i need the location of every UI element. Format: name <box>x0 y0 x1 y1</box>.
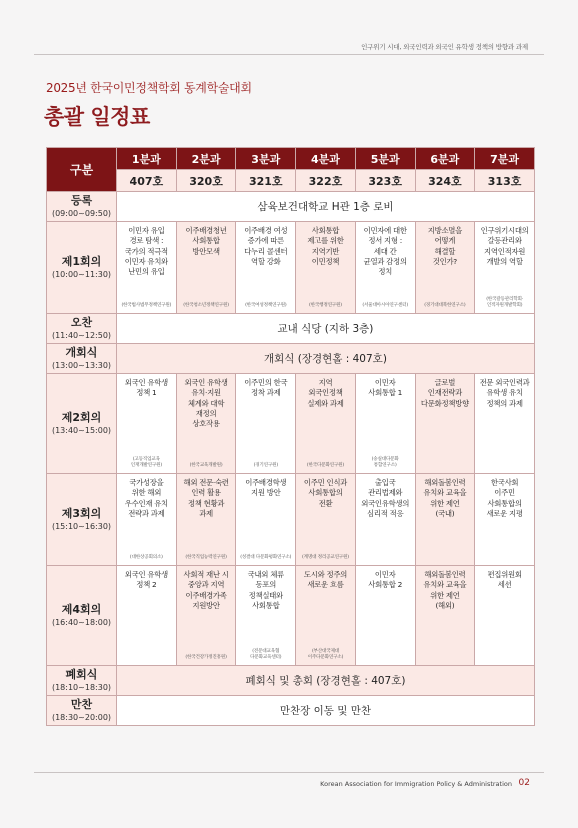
session-cell <box>415 566 475 666</box>
session-title: 외국인 유학생 유치·지원 체계와 대학 재정의 상호작용 <box>184 378 228 429</box>
closing-name: 폐회식 <box>65 668 98 681</box>
session-organizer: (한국직업능력연구원) <box>185 554 227 560</box>
room-header: 322호 <box>296 170 356 192</box>
session-cell <box>415 374 475 474</box>
meeting3-label <box>47 474 117 566</box>
registration-name: 등록 <box>70 194 93 207</box>
session-header: 1분과 <box>117 148 177 170</box>
meeting1-name: 제1회의 <box>61 255 102 268</box>
session-title: 지역 외국인정책 실제와 과제 <box>307 378 344 408</box>
header-row-rooms <box>47 170 535 192</box>
meeting4-label <box>47 566 117 666</box>
session-cell <box>475 222 535 314</box>
session-cell <box>236 222 296 314</box>
room-header: 407호 <box>117 170 177 192</box>
footer-divider <box>34 772 544 773</box>
session-title: 이주배경청년 사회통합 방안모색 <box>185 226 227 256</box>
meeting1-time: (10:00~11:30) <box>51 270 112 279</box>
session-cell <box>236 374 296 474</box>
session-cell <box>176 222 236 314</box>
session-organizer: (계명대 정리공교연구원) <box>302 554 349 560</box>
session-organizer: (숭실대다문화 통합연구소) <box>371 456 399 468</box>
dinner-time: (18:30~20:00) <box>51 713 112 722</box>
header-row-sessions <box>47 148 535 170</box>
session-organizer: (전문대교육협 다문화교육센터) <box>250 648 282 660</box>
meeting3-row <box>47 474 535 566</box>
session-title: 해외돌봄인력 유치와 교육을 위한 제언 (국내) <box>423 478 467 518</box>
meeting1-row <box>47 222 535 314</box>
session-title: 한국사회 이주민 사회통합의 새로운 지평 <box>486 478 523 518</box>
session-cell <box>176 374 236 474</box>
registration-time: (09:00~09:50) <box>51 209 112 218</box>
dinner-content: 만찬장 이동 및 만찬 <box>117 696 535 726</box>
footer-text: Korean Association for Immigration Policy & Administration <box>320 780 512 788</box>
session-header: 6분과 <box>415 148 475 170</box>
opening-label <box>47 344 117 374</box>
session-cell <box>236 474 296 566</box>
session-title: 국가성장을 위한 해외 우수인재 유치 전략과 과제 <box>124 478 168 518</box>
session-title: 사회통합 제고를 위한 지역기반 이민정책 <box>307 226 344 266</box>
meeting4-name: 제4회의 <box>61 603 102 616</box>
session-organizer: (한국청소년정책연구원) <box>183 302 229 308</box>
session-title: 이주배경 여성 증가에 따른 다누리 콜센터 역할 강화 <box>244 226 288 266</box>
session-title: 이주민 인식과 사회통합의 전환 <box>303 478 347 508</box>
meeting2-time: (13:40~15:00) <box>51 426 112 435</box>
session-cell <box>355 222 415 314</box>
session-organizer: (한국갈등관리학회· 인적자원개발학회) <box>486 296 523 308</box>
session-title: 전문 외국인력과 유학생 유치 정책의 과제 <box>479 378 530 408</box>
session-cell <box>117 474 177 566</box>
session-organizer: (한국법사법무정책연구원) <box>121 302 172 308</box>
session-header: 4분과 <box>296 148 356 170</box>
lunch-name: 오찬 <box>70 316 93 329</box>
session-title: 인구위기시대의 갈등관리와 지역인적자원 개발의 역할 <box>480 226 529 266</box>
session-cell <box>117 374 177 474</box>
meeting4-time: (16:40~18:00) <box>51 618 112 627</box>
session-organizer: (부산대국제대 이주다문화연구소) <box>307 648 344 660</box>
page-title: 총괄 일정표 <box>44 105 150 129</box>
header-divider <box>34 54 544 55</box>
page-number: 02 <box>518 778 530 788</box>
session-cell <box>117 222 177 314</box>
session-title: 해외 전문·숙련 인력 활용 정책 현황과 과제 <box>183 478 229 518</box>
session-cell <box>296 374 356 474</box>
session-cell <box>475 374 535 474</box>
session-header: 3분과 <box>236 148 296 170</box>
session-title: 사회적 재난 시 중앙과 지역 이주배경가족 지원방안 <box>183 570 229 610</box>
lunch-label <box>47 314 117 344</box>
session-organizer: (한국건강가정진흥원) <box>185 654 227 660</box>
session-cell <box>296 474 356 566</box>
session-header: 5분과 <box>355 148 415 170</box>
registration-row <box>47 192 535 222</box>
session-cell <box>236 566 296 666</box>
registration-content: 삼육보건대학교 H관 1층 로비 <box>117 192 535 222</box>
session-title: 편집위원회 세션 <box>487 570 522 590</box>
session-cell <box>355 474 415 566</box>
lunch-time: (11:40~12:50) <box>51 331 112 340</box>
session-organizer: (한국행정연구원) <box>309 302 342 308</box>
session-title: 글로벌 인재전략과 다문화정책방향 <box>420 378 469 408</box>
session-cell <box>117 566 177 666</box>
session-title: 도시와 정주의 새로운 흐름 <box>303 570 347 590</box>
lunch-row <box>47 314 535 344</box>
opening-row <box>47 344 535 374</box>
session-cell <box>296 222 356 314</box>
session-title: 해외돌봄인력 유치와 교육을 위한 제언 (해외) <box>423 570 467 610</box>
meeting2-name: 제2회의 <box>61 411 102 424</box>
session-cell <box>176 566 236 666</box>
session-cell <box>475 566 535 666</box>
session-title: 이민자 유입 경로 탐색 : 국가의 적극적 이민자 유치와 난민의 유입 <box>124 226 168 277</box>
dinner-row <box>47 696 535 726</box>
session-title: 외국인 유학생 정책 2 <box>124 570 168 590</box>
room-header: 313호 <box>475 170 535 192</box>
session-cell <box>355 374 415 474</box>
dinner-label <box>47 696 117 726</box>
session-header: 2분과 <box>176 148 236 170</box>
session-organizer: (성결대 다문화평화연구소) <box>240 554 292 560</box>
session-organizer: (대한상공회의소) <box>129 554 163 560</box>
opening-name: 개회식 <box>65 346 98 359</box>
session-title: 출입국 관리법제와 외국인유학생의 심리적 적응 <box>361 478 410 518</box>
meeting3-time: (15:10~16:30) <box>51 522 112 531</box>
room-header: 321호 <box>236 170 296 192</box>
registration-label <box>47 192 117 222</box>
session-organizer: (서울대아시아연구센터) <box>362 302 408 308</box>
session-cell <box>415 474 475 566</box>
meeting3-name: 제3회의 <box>61 507 102 520</box>
closing-time: (18:10~18:30) <box>51 683 112 692</box>
lunch-content: 교내 식당 (지하 3층) <box>117 314 535 344</box>
session-title: 이주민의 한국 정착 과제 <box>244 378 288 398</box>
room-header: 324호 <box>415 170 475 192</box>
room-header: 320호 <box>176 170 236 192</box>
meeting1-label <box>47 222 117 314</box>
session-header: 7분과 <box>475 148 535 170</box>
session-organizer: (경기연구원) <box>253 462 278 468</box>
dinner-name: 만찬 <box>70 698 93 711</box>
session-organizer: (경기대대북한연구소) <box>424 302 466 308</box>
session-title: 외국인 유학생 정책 1 <box>124 378 168 398</box>
opening-time: (13:00~13:30) <box>51 361 112 370</box>
session-cell <box>296 566 356 666</box>
session-cell <box>475 474 535 566</box>
session-title: 이주배경학생 지원 방안 <box>245 478 287 498</box>
session-title: 국내외 체류 동포의 정책실태와 사회통합 <box>247 570 284 610</box>
closing-row <box>47 666 535 696</box>
page-subtitle: 2025년 한국이민정책학회 동계학술대회 <box>46 81 252 95</box>
session-organizer: (한국교육개발원) <box>189 462 223 468</box>
corner-label: 구분 <box>47 148 117 192</box>
session-cell <box>176 474 236 566</box>
session-organizer: (고등직업교육 인재개발연구원) <box>130 456 162 468</box>
session-title: 이민자 사회통합 1 <box>368 378 403 398</box>
closing-content: 폐회식 및 총회 (장경현홀 : 407호) <box>117 666 535 696</box>
session-organizer: (한국여성정책연구원) <box>245 302 287 308</box>
session-title: 이민자 사회통합 2 <box>368 570 403 590</box>
meeting2-row <box>47 374 535 474</box>
session-cell <box>415 222 475 314</box>
closing-label <box>47 666 117 696</box>
schedule-table <box>46 147 535 726</box>
session-organizer: (한국다문화연구원) <box>306 462 344 468</box>
running-header: 인구위기 시대, 외국인력과 외국인 유학생 정책의 방향과 과제 <box>361 43 528 51</box>
meeting4-row <box>47 566 535 666</box>
session-cell <box>355 566 415 666</box>
room-header: 323호 <box>355 170 415 192</box>
meeting2-label <box>47 374 117 474</box>
opening-content: 개회식 (장경현홀 : 407호) <box>117 344 535 374</box>
session-title: 이민자에 대한 정서 지형 : 세대 간 균열과 감정의 정치 <box>363 226 407 277</box>
session-title: 지방소멸을 어떻게 해결할 것인가? <box>427 226 462 266</box>
